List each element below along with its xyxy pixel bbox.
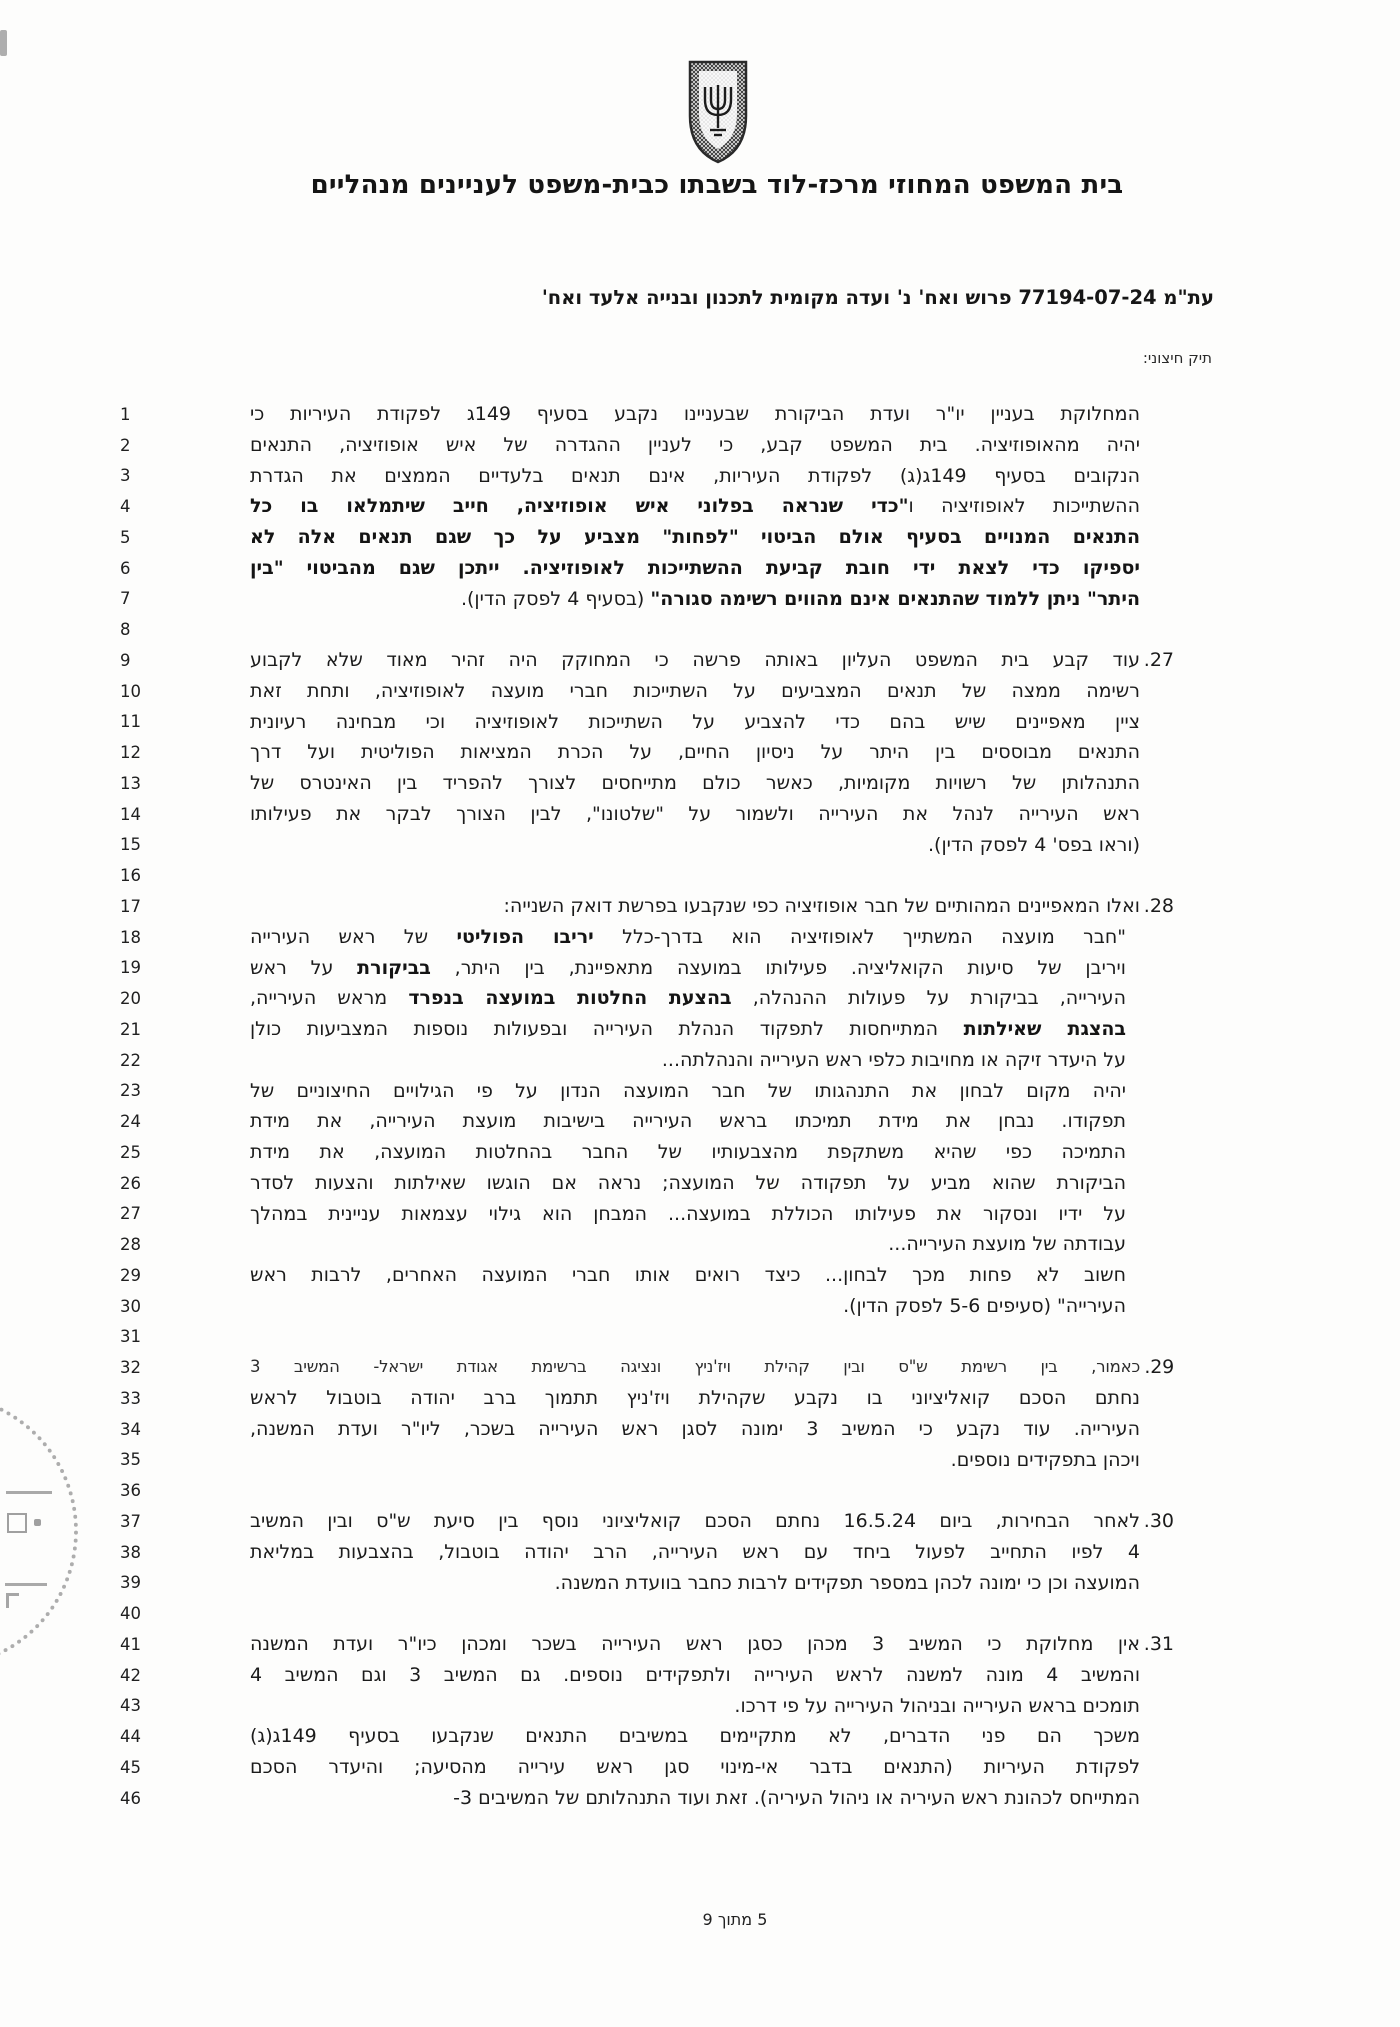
line-text: התנאים המנויים בסעיף אולם הביטוי "לפחות" מצביע על כך שגם תנאים אלה לא [250, 526, 1140, 548]
doc-line [0, 1783, 1400, 1814]
line-text: על היעדר זיקה או מחויבות כלפי ראש העירייה והנהלתה... [661, 1048, 1126, 1071]
line-text: ויריבן של סיעות הקואליציה. פעילותו במועצה מתאפיינת, בין היתר, בביקורת על ראש [250, 956, 1126, 979]
doc-line [0, 983, 1400, 1014]
line-text: ואלו המאפיינים המהותיים של חבר אופוזיציה כפי שנקבעו בפרשת דואק השנייה: 28. [250, 891, 1140, 922]
line-number: 16 [120, 866, 141, 886]
doc-line [0, 1475, 1400, 1506]
line-text: לפקודת העיריות (התנאים בדבר אי-מינוי סגן ראש עירייה מהסיעה; והיעדר הסכם [250, 1756, 1140, 1778]
line-number: 11 [120, 712, 141, 732]
line-text: יהיה מהאופוזיציה. בית המשפט קבע, כי לעניין ההגדרה של איש אופוזיציה, התנאים [250, 433, 1140, 456]
line-text: הנקובים בסעיף 149ג(ג) לפקודת העיריות, אינם תנאים בלעדיים הממצים את הגדרת [250, 464, 1140, 487]
line-text: נחתם הסכם קואליציוני בו נקבע שקהילת ויז'ניץ תתמוך ברב יהודה בוטבול לראש [250, 1387, 1140, 1409]
paragraph-number: 29. [1144, 1356, 1174, 1379]
doc-line [0, 676, 1400, 707]
line-number: 27 [120, 1204, 141, 1224]
line-text: משכך הם פני הדברים, לא מתקיימים במשיבים התנאים שנקבעו בסעיף 149ג(ג) [250, 1725, 1140, 1748]
doc-line [0, 614, 1400, 645]
doc-line [0, 830, 1400, 861]
doc-line [0, 1660, 1400, 1691]
doc-line [0, 553, 1400, 584]
doc-line [0, 584, 1400, 615]
doc-line [0, 1045, 1400, 1076]
line-text: יספיקו כדי לצאת ידי חובת קביעת ההשתייכות לאופוזיציה. ייתכן שגם מהביטוי "בין [250, 556, 1140, 579]
line-number: 34 [120, 1419, 141, 1439]
line-number: 19 [120, 958, 141, 978]
line-number: 33 [120, 1388, 141, 1408]
line-text: התנהלותן של רשויות מקומיות, כאשר כולם מתייחסים לצורך להפריד בין האינטרס של [250, 772, 1140, 794]
line-text: ויכהן בתפקידים נוספים. [950, 1448, 1140, 1471]
line-number: 29 [120, 1265, 141, 1285]
line-number: 14 [120, 804, 141, 824]
line-text: המועצה וכן כי ימונה לכהן במספר תפקידים לרבות כחבר בוועדת המשנה. [554, 1571, 1140, 1594]
line-number: 28 [120, 1235, 141, 1255]
doc-line [0, 1691, 1400, 1722]
doc-line [0, 1598, 1400, 1629]
line-text: העירייה. עוד נקבע כי המשיב 3 ימונה לסגן ראש העירייה בשכר, ליו"ר ועדת המשנה, [250, 1417, 1140, 1440]
doc-line [0, 1352, 1400, 1383]
line-text: והמשיב 4 מונה למשנה לראש העירייה ולתפקידים נוספים. גם המשיב 3 וגם המשיב 4 [250, 1663, 1141, 1686]
line-text: כאמור, בין רשימת ש"ס ובין קהילת ויז'ניץ ונציגה ברשימת אגודת ישראל- המשיב 3 29. [250, 1352, 1140, 1383]
line-text: חשוב לא פחות מכך לבחון... כיצד רואים אותו חברי המועצה האחרים, לרבות ראש [250, 1264, 1126, 1286]
doc-line [0, 1752, 1400, 1783]
doc-line [0, 1137, 1400, 1168]
doc-line [0, 522, 1400, 553]
line-text: (וראו בפס' 4 לפסק הדין). [928, 833, 1140, 856]
line-number: 20 [120, 989, 141, 1009]
line-text: יהיה מקום לבחון את התנהגותו של חבר המועצה הנדון על פי הגילויים החיצוניים של [250, 1079, 1126, 1102]
line-number: 36 [120, 1481, 141, 1501]
line-text: בהצגת שאילתות המתייחסות לתפקוד הנהלת העירייה ובפעולות נוספות המצביעות כולן [250, 1018, 1127, 1040]
paragraph-number: 27. [1143, 649, 1174, 671]
doc-line [0, 430, 1400, 461]
line-number: 31 [120, 1327, 141, 1347]
document-body-lines [0, 399, 1400, 1814]
line-number: 9 [120, 650, 131, 670]
line-number: 25 [120, 1142, 141, 1162]
line-text: עבודתה של מועצת העירייה... [888, 1233, 1126, 1256]
doc-line [0, 891, 1400, 922]
line-text: המחלוקת בעניין יו"ר ועדת הביקורת שבעניינו נקבע בסעיף 149ג לפקודת העיריות כי [250, 403, 1140, 425]
paragraph-number: 30. [1143, 1510, 1174, 1532]
line-number: 26 [120, 1173, 141, 1193]
doc-line [0, 1260, 1400, 1291]
doc-line [0, 1721, 1400, 1752]
doc-line [0, 860, 1400, 891]
line-number: 1 [120, 404, 131, 424]
stamp-mark [5, 1583, 47, 1586]
doc-line [0, 1445, 1400, 1476]
line-number: 39 [120, 1573, 141, 1593]
line-text: "חבר מועצה המשתייך לאופוזיציה הוא בדרך-כלל יריבו הפוליטי של ראש העירייה [250, 925, 1126, 948]
line-text: עוד קבע בית המשפט העליון באותה פרשה כי המחוקק היה זהיר מאוד שלא לקבוע 27. [250, 645, 1140, 676]
doc-line [0, 1383, 1400, 1414]
line-number: 38 [120, 1542, 141, 1562]
case-title: עת"מ 77194-07-24 פרוש ואח' נ' ועדה מקומית לתכנון ובנייה אלעד ואח' [541, 286, 1214, 309]
line-number: 15 [120, 835, 141, 855]
doc-line [0, 922, 1400, 953]
line-number: 44 [120, 1727, 141, 1747]
line-text: תפקודו. נבחן את מידת תמיכתו בראש העירייה בישיבות מועצת העירייה, את מידת [250, 1110, 1126, 1133]
line-number: 8 [120, 620, 131, 640]
doc-line [0, 1014, 1400, 1045]
line-number: 2 [120, 435, 131, 455]
stamp-mark [6, 1491, 52, 1494]
doc-line [0, 1506, 1400, 1537]
line-number: 4 [120, 497, 131, 517]
line-text: התמיכה כפי שהיא משתקפת מהצבעותיו של החבר בהחלטות המועצה, את מידת [250, 1141, 1126, 1163]
doc-line [0, 1568, 1400, 1599]
line-number: 45 [120, 1757, 141, 1777]
line-number: 40 [120, 1604, 141, 1624]
line-number: 22 [120, 1050, 141, 1070]
line-text: ציין מאפיינים שיש בהם כדי להצביע על השתייכות לאופוזיציה וכי מבחינה רעיונית [250, 710, 1140, 733]
line-text: תומכים בראש העירייה ובניהול העירייה על פי דרכו. [734, 1694, 1140, 1717]
line-number: 41 [120, 1634, 141, 1654]
doc-line [0, 1291, 1400, 1322]
line-text: אין מחלוקת כי המשיב 3 מכהן כסגן ראש העירייה בשכר ומכהן כיו"ר ועדת המשנה 31. [250, 1629, 1140, 1660]
scan-edge-smudge [0, 30, 7, 56]
israel-state-emblem-icon [684, 58, 752, 170]
line-text: ראש העירייה לנהל את העירייה ולשמור על "שלטונו", לבין הצורך לבקר את פעילותו [250, 802, 1140, 825]
line-number: 30 [120, 1296, 141, 1316]
doc-line [0, 461, 1400, 492]
doc-line [0, 491, 1400, 522]
line-number: 7 [120, 589, 131, 609]
line-number: 46 [120, 1788, 141, 1808]
stamp-mark [34, 1519, 41, 1526]
line-number: 13 [120, 773, 141, 793]
line-text: לאחר הבחירות, ביום 16.5.24 נחתם הסכם קואליציוני נוסף בין סיעת ש"ס ובין המשיב 30. [250, 1506, 1140, 1537]
doc-line [0, 768, 1400, 799]
doc-line [0, 1229, 1400, 1260]
line-text: ההשתייכות לאופוזיציה ו"כדי שנראה בפלוני איש אופוזיציה, חייב שיתמלאו בו כל [250, 495, 1140, 518]
paragraph-number: 31. [1143, 1633, 1174, 1655]
line-number: 32 [120, 1358, 141, 1378]
doc-line [0, 1414, 1400, 1445]
line-text: 4 לפיו התחייב לפעול ביחד עם ראש העירייה, הרב יהודה בוטבול, בהצבעות במליאת [250, 1540, 1140, 1563]
line-number: 10 [120, 681, 141, 701]
page-number-footer: 5 מתוך 9 [702, 1910, 768, 1929]
doc-line [0, 707, 1400, 738]
line-text: התנאים מבוססים בין היתר על ניסיון החיים, על הכרת המציאות הפוליטית ועל דרך [250, 741, 1140, 764]
line-text: רשימה ממצה של תנאים המצביעים על השתייכות חברי מועצה לאופוזיציה, ותחת זאת [250, 679, 1140, 702]
doc-line [0, 953, 1400, 984]
line-number: 35 [120, 1450, 141, 1470]
line-number: 17 [120, 896, 141, 916]
doc-line [0, 737, 1400, 768]
line-text: המתייחס לכהונת ראש העיריה או ניהול העיריה). זאת ועוד התנהלותם של המשיבים 3- [453, 1786, 1140, 1809]
external-case-label: תיק חיצוני: [1142, 349, 1212, 367]
line-text: היתר" ניתן ללמוד שהתנאים אינם מהווים רשימה סגורה" (בסעיף 4 לפסק הדין). [460, 587, 1140, 610]
line-number: 23 [120, 1081, 141, 1101]
line-number: 12 [120, 743, 141, 763]
line-text: העירייה" (סעיפים 5-6 לפסק הדין). [843, 1294, 1126, 1317]
line-number: 37 [120, 1511, 141, 1531]
line-number: 42 [120, 1665, 141, 1685]
doc-line [0, 1322, 1400, 1353]
stamp-mark [6, 1593, 19, 1608]
paragraph-number: 28. [1143, 895, 1174, 917]
line-text: על ידיו ונסקור את פעילותו הכוללת במועצה... המבחן הוא גילוי עצמאות עניינית במהלך [250, 1202, 1126, 1225]
doc-line [0, 799, 1400, 830]
court-name-title: בית המשפט המחוזי מרכז-לוד בשבתו כבית-משפט לעניינים מנהליים [310, 170, 1124, 200]
doc-line [0, 1076, 1400, 1107]
stamp-mark [7, 1513, 27, 1533]
line-number: 6 [120, 558, 131, 578]
doc-line [0, 1106, 1400, 1137]
line-number: 3 [120, 466, 131, 486]
doc-line [0, 399, 1400, 430]
doc-line [0, 1168, 1400, 1199]
line-text: העירייה, בביקורת על פעולות ההנהלה, בהצעת החלטות במועצה בנפרד מראש העירייה, [250, 987, 1126, 1010]
doc-line [0, 1199, 1400, 1230]
line-number: 43 [120, 1696, 141, 1716]
line-number: 24 [120, 1112, 141, 1132]
doc-line [0, 1629, 1400, 1660]
line-number: 21 [120, 1019, 141, 1039]
line-number: 18 [120, 927, 141, 947]
doc-line [0, 1537, 1400, 1568]
line-text: הביקורת שהוא מביע על תפקודה של המועצה; נראה אם הוגשו שאילתות והצעות לסדר [250, 1171, 1126, 1194]
doc-line [0, 645, 1400, 676]
line-number: 5 [120, 527, 131, 547]
